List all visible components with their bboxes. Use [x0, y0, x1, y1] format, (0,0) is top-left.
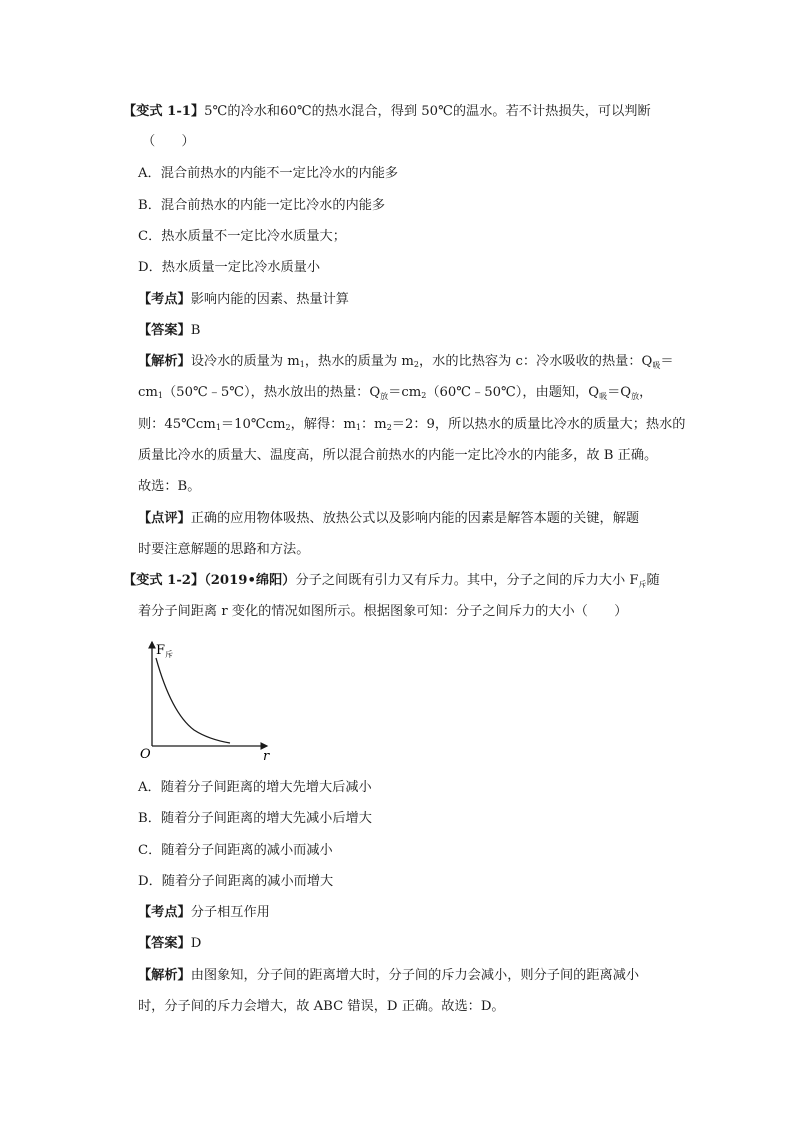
q2-kaodian	[138, 903, 270, 923]
q1-answer	[138, 321, 200, 341]
force-curve	[156, 658, 230, 743]
q1-stem-line-2: （ ）	[142, 134, 195, 149]
q1-analysis-line-5: 故选：B。	[138, 479, 201, 494]
q2-analysis-line-2: 时，分子间的斥力会增大，故 ABC 错误，D 正确。故选：D。	[138, 999, 505, 1014]
x-axis-label: r	[263, 749, 270, 764]
q1-option-d: D．热水质量一定比冷水质量小	[138, 260, 321, 275]
q1-kaodian-tag: 【考点】	[138, 292, 191, 307]
q2-analysis-tag: 【解析】	[138, 968, 191, 983]
q1-comment-line-1: 【点评】正确的应用物体吸热、放热公式以及影响内能的因素是解答本题的关键，解题	[138, 511, 640, 526]
y-axis-label: $F_斥$	[156, 643, 174, 659]
q2-source: （2019•绵阳）	[204, 573, 296, 588]
q1-analysis-line-3: 则：$45℃cm_1=10℃cm_2$，解得：$m_1$：$m_2=2$：9，所以热水的质量比冷水的质量大；热水的	[138, 417, 686, 432]
q1-kaodian-text: 影响内能的因素、热量计算	[190, 292, 349, 307]
q1-option-a: A．混合前热水的内能不一定比冷水的内能多	[138, 166, 399, 181]
q1-analysis-line-4: 质量比冷水的质量大、温度高，所以混合前热水的内能一定比冷水的内能多，故 B 正确。	[138, 448, 658, 463]
q2-analysis-line-1: 【解析】由图象知，分子间的距离增大时，分子间的斥力会减小，则分子间的距离减小	[138, 968, 640, 983]
q1-answer-tag: 【答案】	[138, 323, 191, 338]
q2-option-b: B．随着分子间距离的增大先减小后增大	[138, 811, 372, 826]
q2-answer-tag: 【答案】	[138, 936, 191, 951]
q2-answer-text: D	[190, 936, 202, 951]
q1-comment-tag: 【点评】	[138, 511, 191, 526]
q2-stem-line-2: 着分子间距离 r 变化的情况如图所示。根据图象可知：分子之间斥力的大小（ ）	[138, 604, 628, 619]
q2-kaodian-text: 分子相互作用	[190, 905, 270, 920]
q1-analysis-line-2: $cm_1(50℃﹣5℃)$，热水放出的热量：$Q_放=cm_2(60℃﹣50℃)$，由题知，$Q_吸=Q_放$，	[138, 385, 653, 401]
origin-label: O	[140, 747, 151, 762]
q2-option-d: D．随着分子间距离的减小而增大	[138, 874, 334, 889]
q2-tag: 【变式 1-2】	[123, 573, 205, 588]
q2-option-a: A．随着分子间距离的增大先增大后减小	[138, 780, 372, 795]
q1-analysis-line-1: 【解析】设冷水的质量为 $m_1$，热水的质量为 $m_2$，水的比热容为 c：冷水吸收的热量：$Q_吸=$	[138, 354, 674, 370]
graph-svg	[136, 636, 276, 766]
q1-option-b: B．混合前热水的内能一定比冷水的内能多	[138, 198, 386, 213]
q1-answer-text: B	[190, 323, 201, 338]
q1-analysis-tag: 【解析】	[138, 354, 191, 369]
q1-option-c: C．热水质量不一定比冷水质量大；	[138, 229, 346, 244]
q1-comment-line-2: 时要注意解题的思路和方法。	[138, 542, 310, 557]
q1-kaodian	[138, 290, 349, 310]
repulsion-force-graph	[136, 636, 276, 766]
q1-stem-line-1	[123, 102, 651, 122]
q2-option-c: C．随着分子间距离的减小而减小	[138, 843, 333, 858]
q2-kaodian-tag: 【考点】	[138, 905, 191, 920]
q1-stem-1: 5℃的冷水和60℃的热水混合，得到 50℃的温水。若不计热损失，可以判断	[204, 104, 651, 119]
q2-stem-line-1: 【变式 1-2】（2019•绵阳）分子之间既有引力又有斥力。其中，分子之间的斥力大小 $F_斥$随	[123, 573, 660, 589]
q2-answer	[138, 934, 201, 954]
q1-tag: 【变式 1-1】	[123, 104, 205, 119]
